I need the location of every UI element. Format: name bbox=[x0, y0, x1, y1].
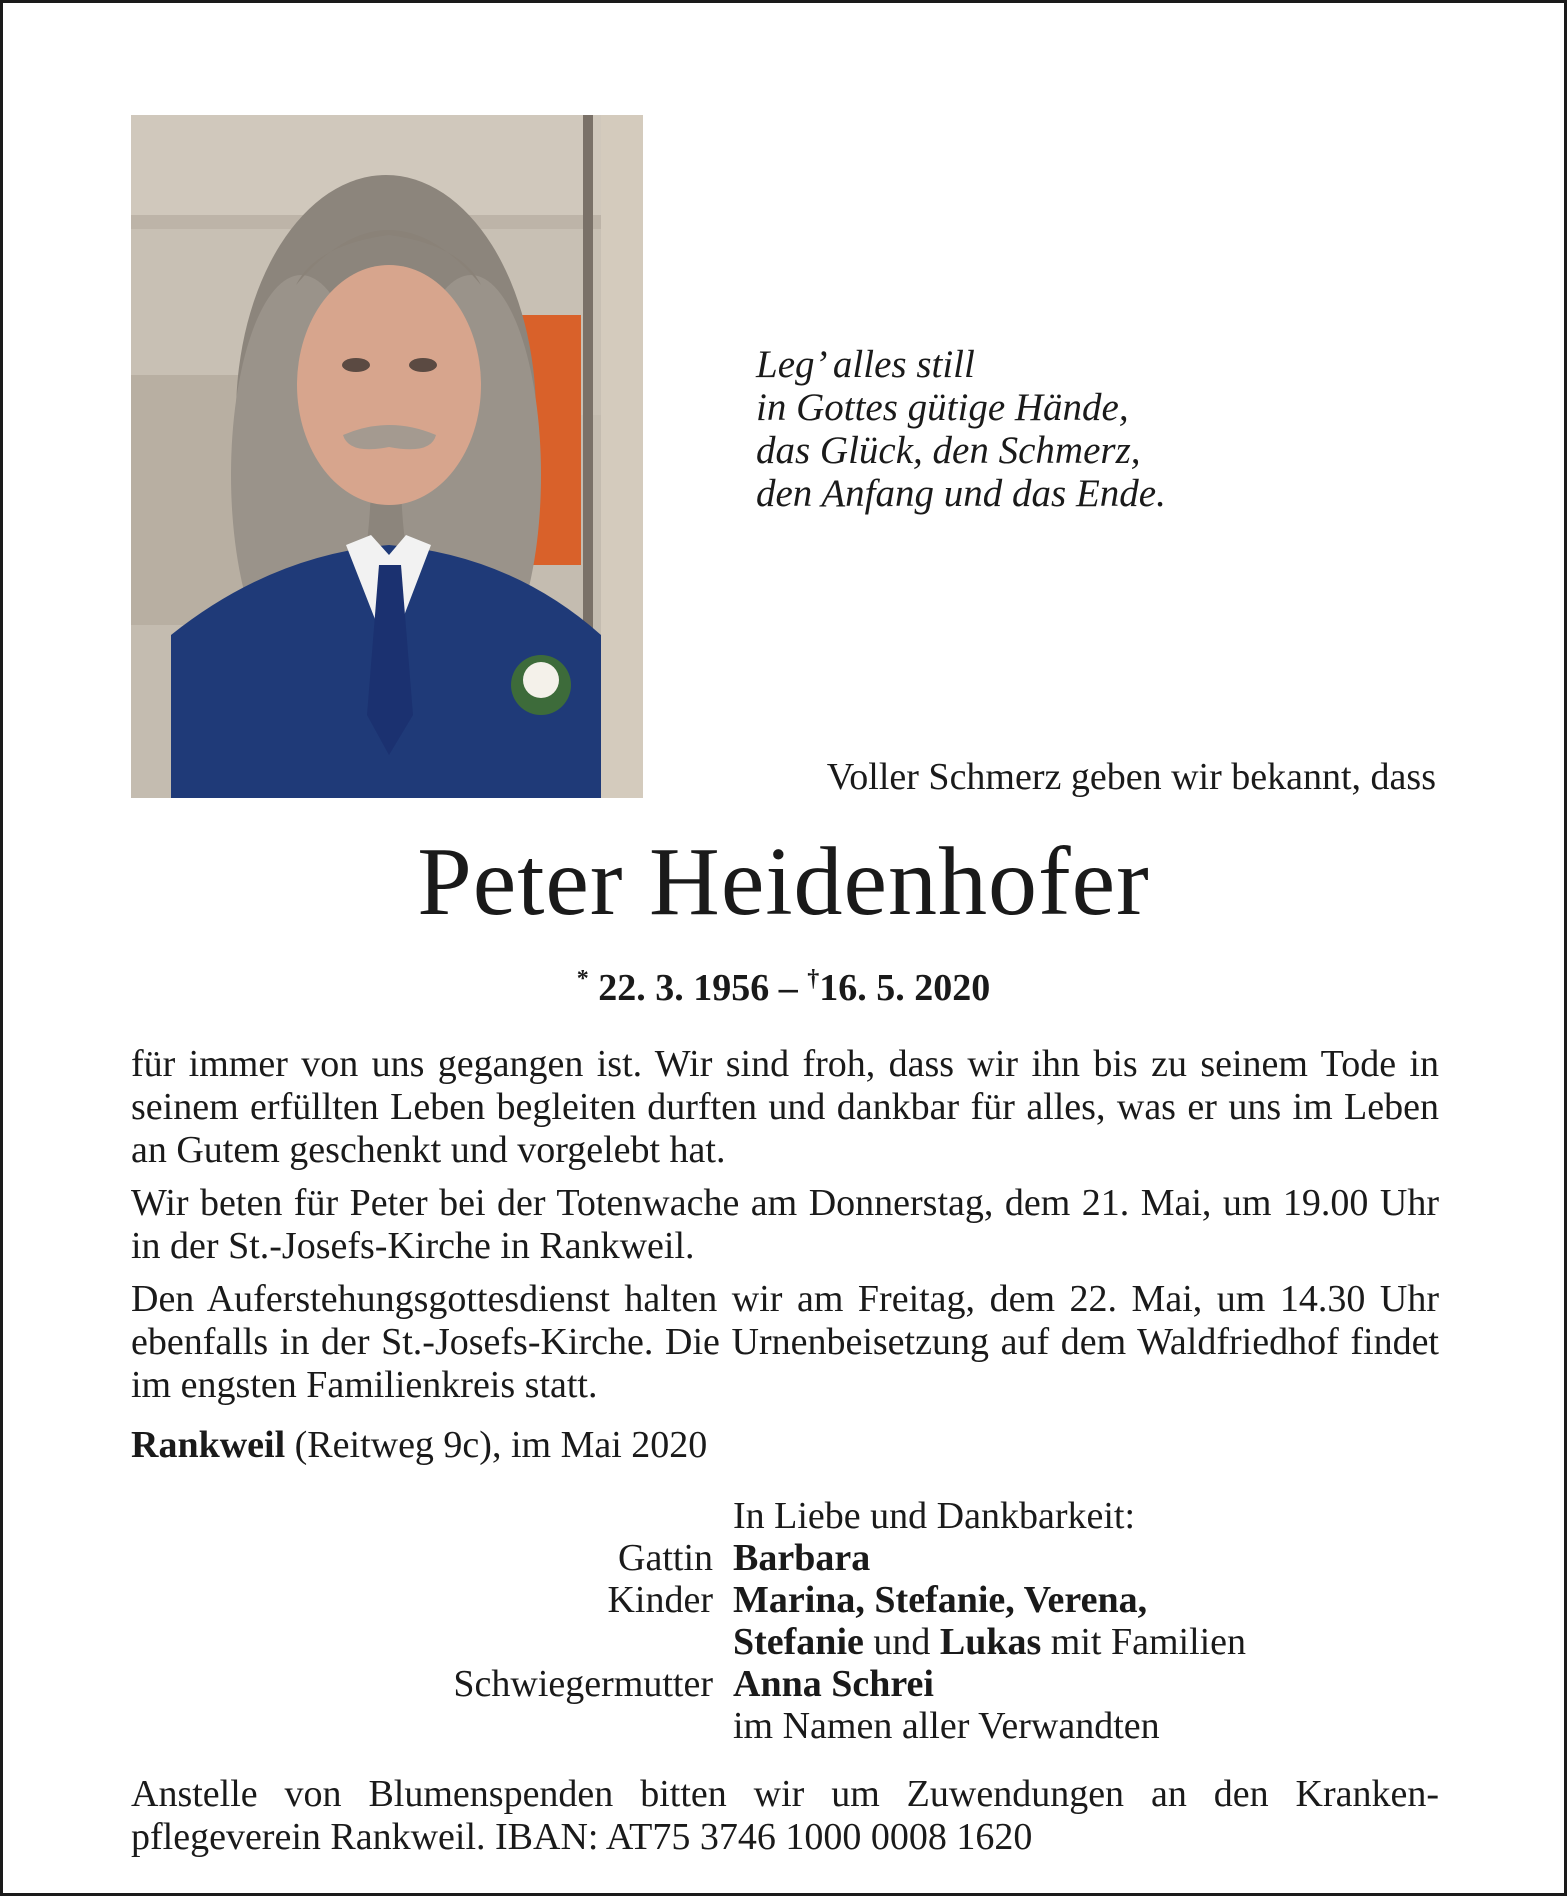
portrait-photo bbox=[131, 115, 643, 798]
obituary-text bbox=[131, 1043, 1439, 1417]
mourner-name: Anna Schrei bbox=[733, 1663, 934, 1705]
family-suffix: mit Familien bbox=[1041, 1621, 1247, 1663]
mourners-list bbox=[131, 1495, 1439, 1747]
mourner-row bbox=[131, 1537, 1439, 1579]
mourner-row bbox=[131, 1579, 1439, 1621]
town-name: Rankweil bbox=[131, 1424, 286, 1466]
mourner-name: Lukas bbox=[939, 1621, 1042, 1663]
mourner-row bbox=[131, 1705, 1439, 1747]
paragraph: für immer von uns gegangen ist. Wir sind froh, dass wir ihn bis zu seinem Tode in seinem erfüllten Leben begleiten durften und dankbar für alles, was er uns im Leben an Gutem geschenkt und vorgelebt hat. bbox=[131, 1043, 1439, 1171]
announcement-intro: Voller Schmerz geben wir bekannt, dass bbox=[826, 756, 1436, 798]
paragraph: Wir beten für Peter bei der Totenwache am Donnerstag, dem 21. Mai, um 19.00 Uhr in der St.-Josefs-Kirche in Rankweil. bbox=[131, 1182, 1439, 1267]
death-date: 16. 5. 2020 bbox=[819, 967, 991, 1009]
birth-date: 22. 3. 1956 bbox=[598, 967, 770, 1009]
death-symbol: † bbox=[807, 966, 820, 992]
mourner-row bbox=[131, 1621, 1439, 1663]
poem-line: in Gottes gütige Hände, bbox=[756, 386, 1129, 429]
role-label: Schwiegermutter bbox=[453, 1663, 713, 1705]
mourner-name: Barbara bbox=[733, 1537, 871, 1579]
place-and-date bbox=[131, 1423, 707, 1467]
poem bbox=[756, 343, 1316, 515]
role-label: Gattin bbox=[618, 1537, 713, 1579]
donation-note: Anstelle von Blumenspenden bitten wir um Zuwendungen an den Krankenpflegeverein Rankweil. IBAN: AT75 3746 1000 0008 1620 bbox=[131, 1773, 1439, 1858]
paragraph: Den Auferstehungsgottesdienst halten wir am Freitag, dem 22. Mai, um 14.30 Uhr ebenfalls in der St.-Josefs-Kirche. Die Urnenbeisetzung auf dem Waldfriedhof findet im engsten Familienkreis statt. bbox=[131, 1278, 1439, 1406]
relatives-note: im Namen aller Verwandten bbox=[733, 1705, 1160, 1747]
life-dates bbox=[3, 957, 1564, 1010]
poem-line: Leg’ alles still bbox=[756, 343, 975, 386]
role-label: Kinder bbox=[607, 1579, 713, 1621]
poem-line: das Glück, den Schmerz, bbox=[756, 429, 1141, 472]
birth-symbol: * bbox=[576, 966, 589, 992]
poem-line: den Anfang und das Ende. bbox=[756, 472, 1166, 515]
address-date: (Reitweg 9c), im Mai 2020 bbox=[285, 1424, 708, 1466]
date-separator: – bbox=[778, 967, 798, 1009]
mourner-name: Stefanie bbox=[733, 1621, 864, 1663]
deceased-name: Peter Heidenhofer bbox=[417, 828, 1150, 936]
mourners-heading-row bbox=[131, 1495, 1439, 1537]
mourner-row bbox=[131, 1663, 1439, 1705]
conjunction: und bbox=[863, 1621, 940, 1663]
mourners-heading: In Liebe und Dankbarkeit: bbox=[733, 1495, 1136, 1537]
mourner-name: Marina, Stefanie, Verena, bbox=[733, 1579, 1148, 1621]
